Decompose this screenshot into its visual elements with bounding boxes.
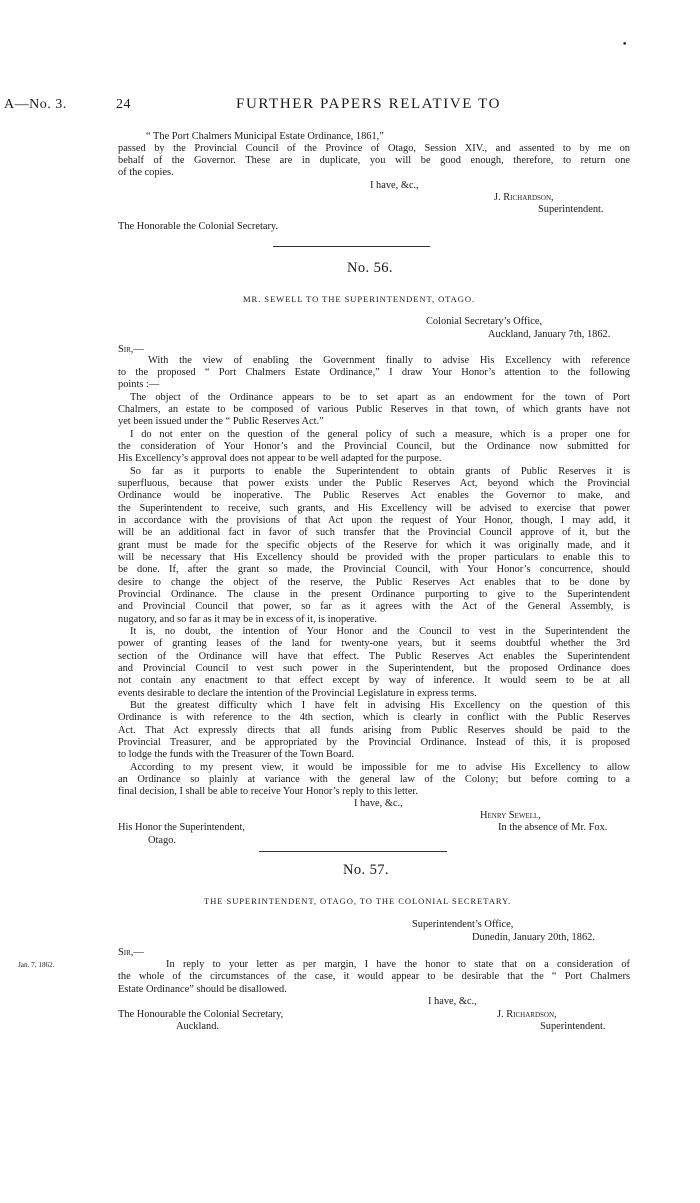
body-line: the Superintendent to receive, such grants, and His Excellency will be advised to exercise that power — [118, 503, 630, 514]
letter-heading: THE SUPERINTENDENT, OTAGO, TO THE COLONIAL SECRETARY. — [204, 896, 512, 906]
closing: I have, &c., — [428, 996, 477, 1007]
body-line: Provincial Treasurer, and be appropriated by the Provincial Ordinance. Instead of this, it is proposed — [118, 737, 630, 748]
body-line: desire to change the object of the reserve, the Public Reserves Act enables that to be done by — [118, 577, 630, 588]
body-line: His Excellency’s approval does not appear to be well adapted for the purpose. — [118, 453, 442, 464]
body-line: Estate Ordinance” should be disallowed. — [118, 984, 287, 995]
body-line: be done. If, after the grant so made, the Provincial Council, with Your Honor’s concurrence, should — [118, 564, 630, 575]
body-line: behalf of the Governor. These are in duplicate, you will be good enough, therefore, to return one — [118, 155, 630, 166]
body-line: in accordance with the provisions of that Act upon the request of Your Honor, though, I may add, it — [118, 515, 630, 526]
body-line: section of the Ordinance will have that effect. The Public Reserves Act enables the Superintendent — [118, 651, 630, 662]
section-divider — [259, 851, 447, 852]
sender-office: Colonial Secretary’s Office, — [426, 316, 543, 327]
addressee: The Honourable the Colonial Secretary, — [118, 1009, 284, 1020]
closing: I have, &c., — [370, 180, 419, 191]
body-line: and Provincial Council that power, so far as it agrees with the Act of the General Assembly, is — [118, 601, 630, 612]
margin-note: Jan. 7, 1862. — [18, 961, 55, 969]
section-divider — [273, 246, 430, 247]
body-line: final decision, I shall be able to receive Your Honor’s reply to this letter. — [118, 786, 418, 797]
body-line: to lodge the funds with the Treasurer of the Town Board. — [118, 749, 355, 760]
body-line: So far as it purports to enable the Superintendent to obtain grants of Public Reserves it is — [130, 466, 630, 477]
closing: I have, &c., — [354, 798, 403, 809]
running-title: FURTHER PAPERS RELATIVE TO — [236, 96, 502, 112]
document-reference: A—No. 3. — [4, 97, 67, 112]
body-line: Chalmers, an estate to be composed of various Public Reserves in that town, of which grants have not — [118, 404, 630, 415]
body-line: According to my present view, it would be impossible for me to advise His Excellency to allow — [130, 762, 630, 773]
signature: J. Richardson, — [497, 1009, 557, 1020]
body-line: will be necessary that His Excellency should be provided with the proper particulars to enable this to — [118, 552, 630, 563]
body-line: nugatory, and so far as it may be in excess of it, is inoperative. — [118, 614, 378, 625]
body-line: points :— — [118, 379, 160, 390]
page-mark: • — [622, 40, 628, 50]
letter-heading: MR. SEWELL TO THE SUPERINTENDENT, OTAGO. — [243, 294, 476, 304]
body-line: But the greatest difficulty which I have felt in advising His Excellency on the question of this — [130, 700, 630, 711]
body-line: I do not enter on the question of the general policy of such a measure, which is a proper one for — [130, 429, 630, 440]
signature-note: In the absence of Mr. Fox. — [498, 822, 608, 833]
body-line: grant must be made for the specific objects of the Reserve for which it was originally made, and it — [118, 540, 630, 551]
addressee: The Honorable the Colonial Secretary. — [118, 221, 279, 232]
body-line: It is, no doubt, the intention of Your Honor and the Council to vest in the Superintendent the — [130, 626, 630, 637]
body-line: In reply to your letter as per margin, I have the honor to state that on a consideration of — [166, 959, 630, 970]
signature-title: Superintendent. — [540, 1021, 606, 1032]
letter-number: No. 57. — [343, 862, 389, 878]
addressee-place: Otago. — [148, 835, 176, 846]
body-line: The object of the Ordinance appears to be to set apart as an endowment for the town of Port — [130, 392, 630, 403]
body-line: will be an additional fact in favor of such transfer that the Provincial Council approve of it, but the — [118, 527, 630, 538]
body-line: the whole of the circumstances of the case, it would appear to be desirable that the “ Port Chalmers — [118, 971, 630, 982]
body-line: superfluous, because that power exists under the Public Reserves Act, beyond which the Provincial — [118, 478, 630, 489]
body-line: of the copies. — [118, 167, 174, 178]
sender-office: Superintendent’s Office, — [412, 919, 514, 930]
signature-title: Superintendent. — [538, 204, 604, 215]
place-date: Auckland, January 7th, 1862. — [488, 329, 611, 340]
body-line: events desirable to declare the intention of the Provincial Legislature in express terms. — [118, 688, 477, 699]
body-line: yet been issued under the “ Public Reserves Act.” — [118, 416, 324, 427]
addressee: His Honor the Superintendent, — [118, 822, 245, 833]
addressee-place: Auckland. — [176, 1021, 219, 1032]
letter-number: No. 56. — [347, 260, 393, 276]
body-line: passed by the Provincial Council of the Province of Otago, Session XIV., and assented to by me on — [118, 143, 630, 154]
place-date: Dunedin, January 20th, 1862. — [472, 932, 595, 943]
body-line: an Ordinance so plainly at variance with the general law of the Colony; but before coming to a — [118, 774, 630, 785]
body-line: With the view of enabling the Government finally to advise His Excellency with reference — [148, 355, 630, 366]
signature: J. Richardson, — [494, 192, 554, 203]
page-number: 24 — [116, 97, 131, 112]
body-line: not contain any enactment to that effect except by way of inference. It would seem to be at all — [118, 675, 630, 686]
ordinance-title-line: “ The Port Chalmers Municipal Estate Ordinance, 1861,” — [146, 131, 384, 142]
salutation: Sir,— — [118, 344, 144, 355]
body-line: power of granting leases of the land for twenty-one years, but it seems doubtful whether the 3rd — [118, 638, 630, 649]
body-line: Act. That Act expressly directs that all funds arising from Public Reserves should be paid to the — [118, 725, 630, 736]
body-line: the consideration of Your Honor’s and the Provincial Council, but the Ordinance now submitted for — [118, 441, 630, 452]
signature: Henry Sewell, — [480, 810, 541, 821]
body-line: Provincial Ordinance. The clause in the present Ordinance purporting to give to the Superintendent — [118, 589, 630, 600]
body-line: and Provincial Council to vest such power in the Superintendent, but the proposed Ordinance does — [118, 663, 630, 674]
body-line: to the proposed “ Port Chalmers Estate Ordinance,” I draw Your Honor’s attention to the following — [118, 367, 630, 378]
salutation: Sir,— — [118, 947, 144, 958]
body-line: Ordinance is with reference to the 4th section, which is clearly in conflict with the Public Reserves — [118, 712, 630, 723]
body-line: Ordinance would be inoperative. The Public Reserves Act enables the Governor to make, and — [118, 490, 630, 501]
